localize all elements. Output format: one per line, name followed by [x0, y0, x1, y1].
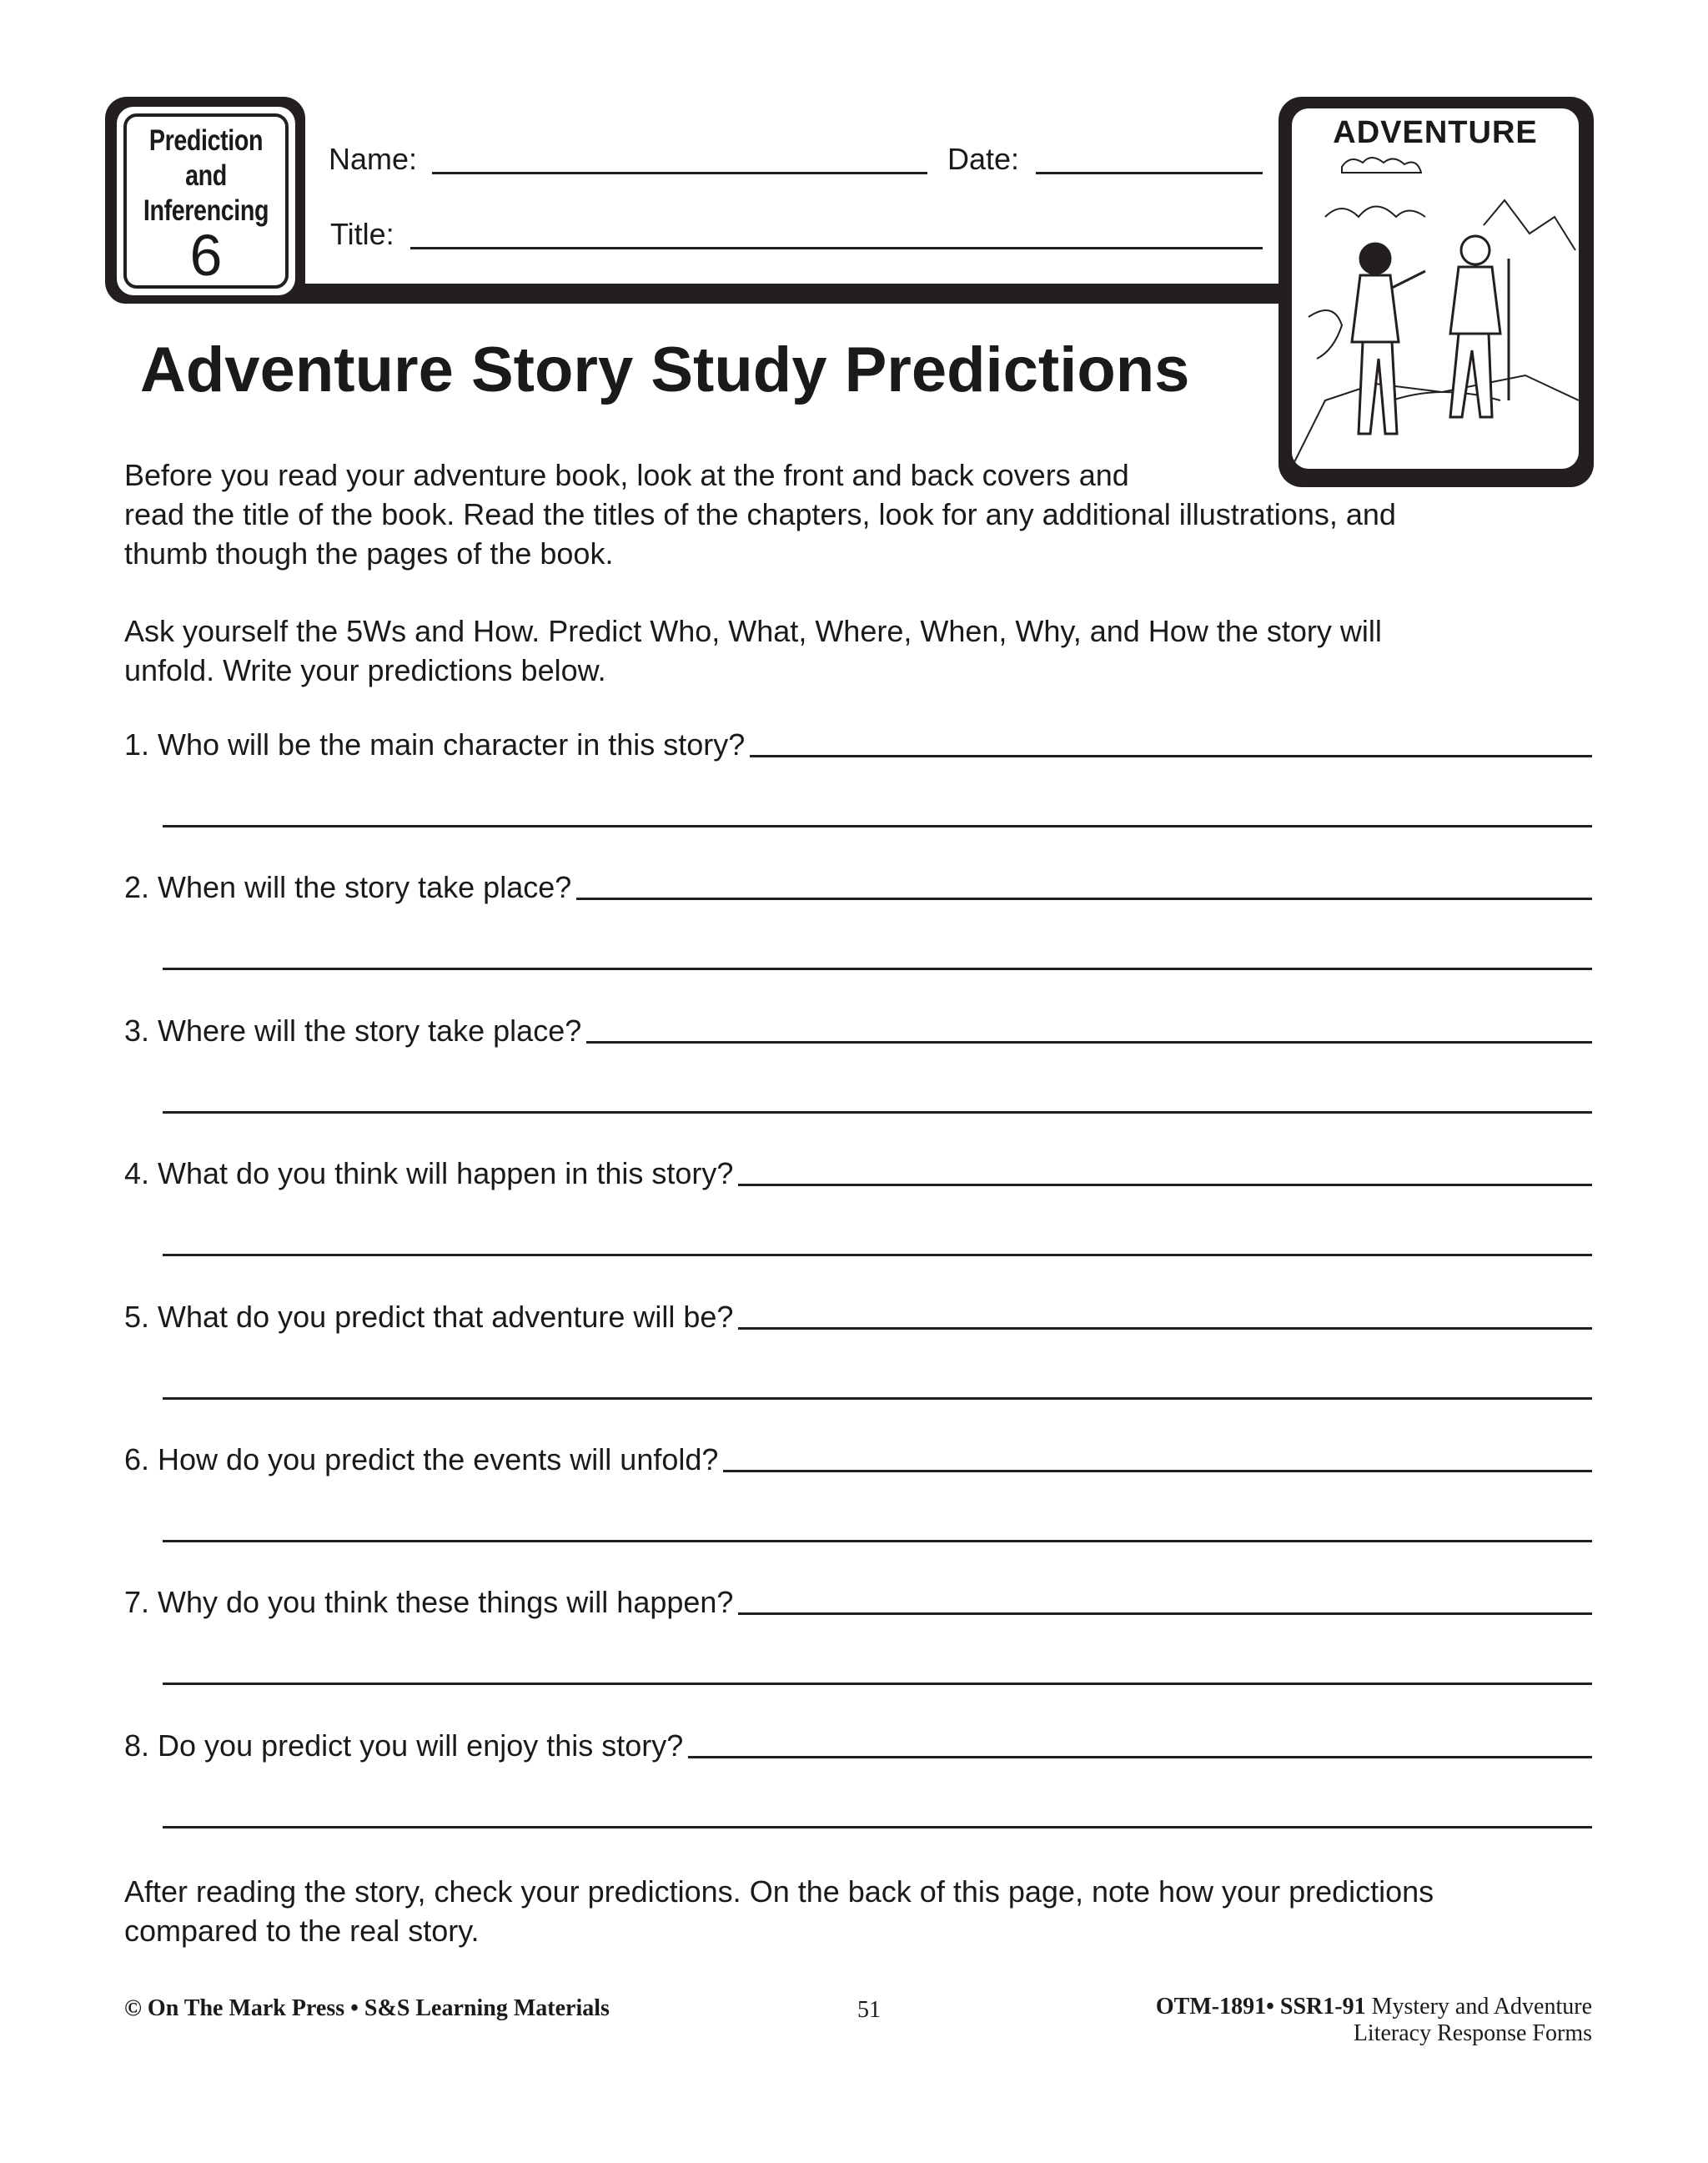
intro-line: thumb though the pages of the book.	[124, 536, 614, 571]
answer-line[interactable]	[750, 755, 1592, 757]
answer-line[interactable]	[738, 1327, 1592, 1330]
question-item	[124, 1014, 1592, 1049]
footer-series	[1156, 1994, 1592, 2047]
question-text: 4. What do you think will happen in this story?	[124, 1156, 734, 1191]
footer-series-subtitle: Literacy Response Forms	[1353, 2020, 1592, 2046]
question-text: 1. Who will be the main character in this story?	[124, 727, 746, 762]
closing-line: After reading the story, check your predictions. On the back of this page, note how your predictions	[124, 1874, 1434, 1909]
answer-line-continued[interactable]	[163, 825, 1592, 827]
name-field[interactable]	[432, 172, 927, 174]
question-item	[124, 1300, 1592, 1335]
title-field[interactable]	[410, 247, 1263, 249]
answer-line-continued[interactable]	[163, 1826, 1592, 1828]
closing-line: compared to the real story.	[124, 1914, 480, 1948]
answer-line-continued[interactable]	[163, 1254, 1592, 1256]
intro-line: Ask yourself the 5Ws and How. Predict Who, What, Where, When, Why, and How the story will	[124, 614, 1382, 648]
question-text: 7. Why do you think these things will happen?	[124, 1585, 734, 1620]
answer-line-continued[interactable]	[163, 1397, 1592, 1400]
question-text: 8. Do you predict you will enjoy this story?	[124, 1728, 684, 1763]
question-text: 2. When will the story take place?	[124, 870, 572, 905]
closing-paragraph	[124, 1872, 1592, 1950]
footer-code: OTM-1891• SSR1-91	[1155, 1994, 1366, 2020]
question-text: 3. Where will the story take place?	[124, 1013, 582, 1048]
question-item	[124, 727, 1592, 762]
name-label: Name:	[329, 142, 418, 176]
answer-line[interactable]	[576, 898, 1592, 900]
date-field[interactable]	[1036, 172, 1263, 174]
question-text: 6. How do you predict the events will unfold?	[124, 1442, 719, 1476]
answer-line-continued[interactable]	[163, 1540, 1592, 1542]
page-title: Adventure Story Study Predictions	[140, 335, 1190, 405]
question-item	[124, 1585, 1592, 1620]
footer-series-title: Mystery and Adventure	[1365, 1994, 1592, 2020]
badge-number: 6	[189, 223, 223, 288]
question-item	[124, 1728, 1592, 1763]
illustration-label: ADVENTURE	[1333, 115, 1538, 150]
skill-badge	[123, 113, 289, 289]
answer-line[interactable]	[723, 1470, 1592, 1472]
intro-paragraph-2	[124, 611, 1592, 690]
date-label: Date:	[947, 142, 1020, 176]
intro-line: read the title of the book. Read the titles of the chapters, look for any additional illustrations, and	[124, 497, 1396, 531]
answer-line[interactable]	[738, 1612, 1592, 1615]
intro-line: unfold. Write your predictions below.	[124, 653, 606, 687]
badge-label-3: Inferencing	[143, 194, 269, 227]
answer-line-continued[interactable]	[163, 1111, 1592, 1114]
intro-paragraph-1	[124, 455, 1592, 573]
answer-line-continued[interactable]	[163, 968, 1592, 970]
intro-line: Before you read your adventure book, look at the front and back covers and	[124, 458, 1129, 492]
badge-label-1: Prediction	[148, 124, 264, 157]
badge-label-2: and	[185, 159, 227, 192]
answer-line[interactable]	[586, 1041, 1592, 1044]
answer-line[interactable]	[688, 1756, 1592, 1758]
answer-line[interactable]	[738, 1184, 1592, 1186]
hikers-drawing-icon	[1292, 150, 1579, 467]
title-label: Title:	[330, 217, 394, 251]
adventure-illustration	[1292, 108, 1579, 469]
question-item	[124, 870, 1592, 905]
question-item	[124, 1442, 1592, 1477]
footer-copyright: © On The Mark Press • S&S Learning Materials	[124, 1995, 610, 2021]
answer-line-continued[interactable]	[163, 1683, 1592, 1685]
question-text: 5. What do you predict that adventure will be?	[124, 1299, 734, 1334]
question-item	[124, 1156, 1592, 1191]
page-number: 51	[857, 1997, 881, 2023]
